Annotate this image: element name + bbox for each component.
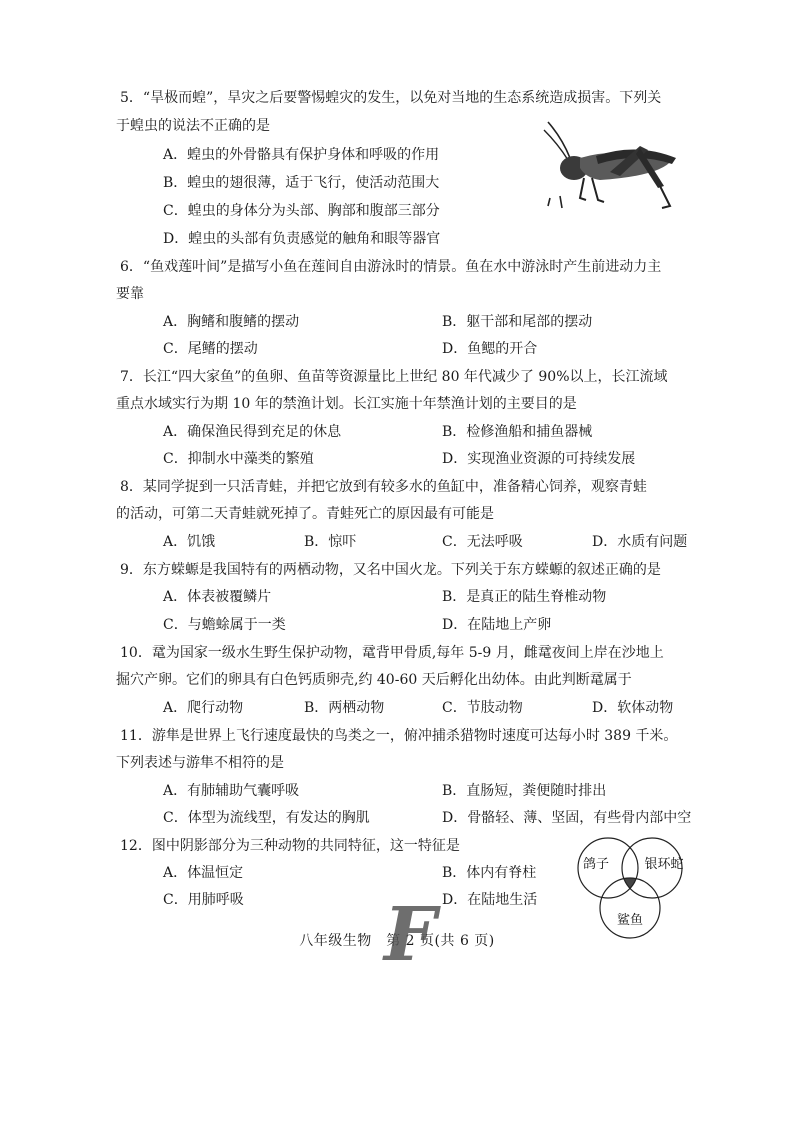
q5-stem-line1: 5．“旱极而蝗”，旱灾之后要警惕蝗灾的发生，以免对当地的生态系统造成损害。下列关: [120, 90, 662, 106]
q5-option-c: C．蝗虫的身体分为头部、胸部和腹部三部分: [163, 203, 440, 219]
q5-option-a: A．蝗虫的外骨骼具有保护身体和呼吸的作用: [163, 147, 440, 163]
venn-label-shark: 鲨鱼: [616, 913, 644, 928]
q8-stem-line2: 的活动，可第二天青蛙就死掉了。青蛙死亡的原因最有可能是: [116, 506, 494, 522]
watermark-letter: F: [384, 892, 437, 978]
grasshopper-image: [540, 116, 680, 212]
q12-option-c: C．用肺呼吸: [163, 892, 244, 908]
q10-option-c: C．节肢动物: [442, 700, 523, 716]
q12-option-a: A．体温恒定: [163, 865, 244, 881]
q10-option-d: D．软体动物: [592, 700, 674, 716]
q11-option-c: C．体型为流线型，有发达的胸肌: [163, 810, 370, 826]
q9-option-a: A．体表被覆鳞片: [163, 589, 272, 605]
q6-option-d: D．鱼鳃的开合: [442, 341, 538, 357]
q9-option-c: C．与蟾蜍属于一类: [163, 617, 286, 633]
q12-stem-line1: 12．图中阴影部分为三种动物的共同特征，这一特征是: [120, 838, 460, 854]
q11-stem-line1: 11．游隼是世界上飞行速度最快的鸟类之一，俯冲捕杀猎物时速度可达每小时 389 千米。: [120, 728, 678, 744]
q10-option-b: B．两栖动物: [304, 700, 385, 716]
q9-option-d: D．在陆地上产卵: [442, 617, 552, 633]
q9-option-b: B．是真正的陆生脊椎动物: [442, 589, 607, 605]
q6-stem-line2: 要靠: [116, 286, 144, 302]
q7-stem-line2: 重点水域实行为期 10 年的禁渔计划。长江实施十年禁渔计划的主要目的是: [116, 396, 577, 412]
q12-option-d: D．在陆地生活: [442, 892, 538, 908]
q8-option-c: C．无法呼吸: [442, 534, 523, 550]
q10-option-a: A．爬行动物: [163, 700, 244, 716]
q7-option-b: B．检修渔船和捕鱼器械: [442, 424, 593, 440]
q7-option-a: A．确保渔民得到充足的休息: [163, 424, 342, 440]
footer-text: 八年级生物 第 2 页(共 6 页): [299, 933, 495, 949]
q6-option-a: A．胸鳍和腹鳍的摆动: [163, 314, 300, 330]
q5-stem-line2: 于蝗虫的说法不正确的是: [116, 118, 270, 134]
q12-option-b: B．体内有脊柱: [442, 865, 537, 881]
q6-option-b: B．躯干部和尾部的摆动: [442, 314, 593, 330]
q6-option-c: C．尾鳍的摆动: [163, 341, 258, 357]
q8-option-a: A．饥饿: [163, 534, 216, 550]
q7-option-d: D．实现渔业资源的可持续发展: [442, 451, 636, 467]
q8-option-b: B．惊吓: [304, 534, 357, 550]
q11-option-a: A．有肺辅助气囊呼吸: [163, 783, 300, 799]
q10-stem-line2: 掘穴产卵。它们的卵具有白色钙质卵壳,约 40-60 天后孵化出幼体。由此判断鼋属于: [116, 672, 632, 688]
q11-stem-line2: 下列表述与游隼不相符的是: [116, 755, 284, 771]
q8-option-d: D．水质有问题: [592, 534, 688, 550]
q7-option-c: C．抑制水中藻类的繁殖: [163, 451, 314, 467]
q8-stem-line1: 8．某同学捉到一只活青蛙，并把它放到有较多水的鱼缸中，准备精心饲养，观察青蛙: [120, 479, 647, 495]
q5-option-b: B．蝗虫的翅很薄，适于飞行，使活动范围大: [163, 175, 440, 191]
venn-label-pigeon: 鸽子: [582, 857, 610, 872]
q9-stem-line1: 9．东方蝾螈是我国特有的两栖动物，又名中国火龙。下列关于东方蝾螈的叙述正确的是: [120, 562, 661, 578]
q11-option-b: B．直肠短，粪便随时排出: [442, 783, 607, 799]
venn-diagram: [568, 836, 696, 942]
q11-option-d: D．骨骼轻、薄、坚固，有些骨内部中空: [442, 810, 692, 826]
q5-option-d: D．蝗虫的头部有负责感觉的触角和眼等器官: [163, 231, 441, 247]
q7-stem-line1: 7．长江“四大家鱼”的鱼卵、鱼苗等资源量比上世纪 80 年代减少了 90%以上，长江流域: [120, 369, 668, 385]
q10-stem-line1: 10．鼋为国家一级水生野生保护动物，鼋背甲骨质,每年 5-9 月，雌鼋夜间上岸在沙地上: [120, 645, 664, 661]
venn-label-krait: 银环蛇: [644, 857, 684, 872]
q6-stem-line1: 6．“鱼戏莲叶间”是描写小鱼在莲间自由游泳时的情景。鱼在水中游泳时产生前进动力主: [120, 259, 662, 275]
